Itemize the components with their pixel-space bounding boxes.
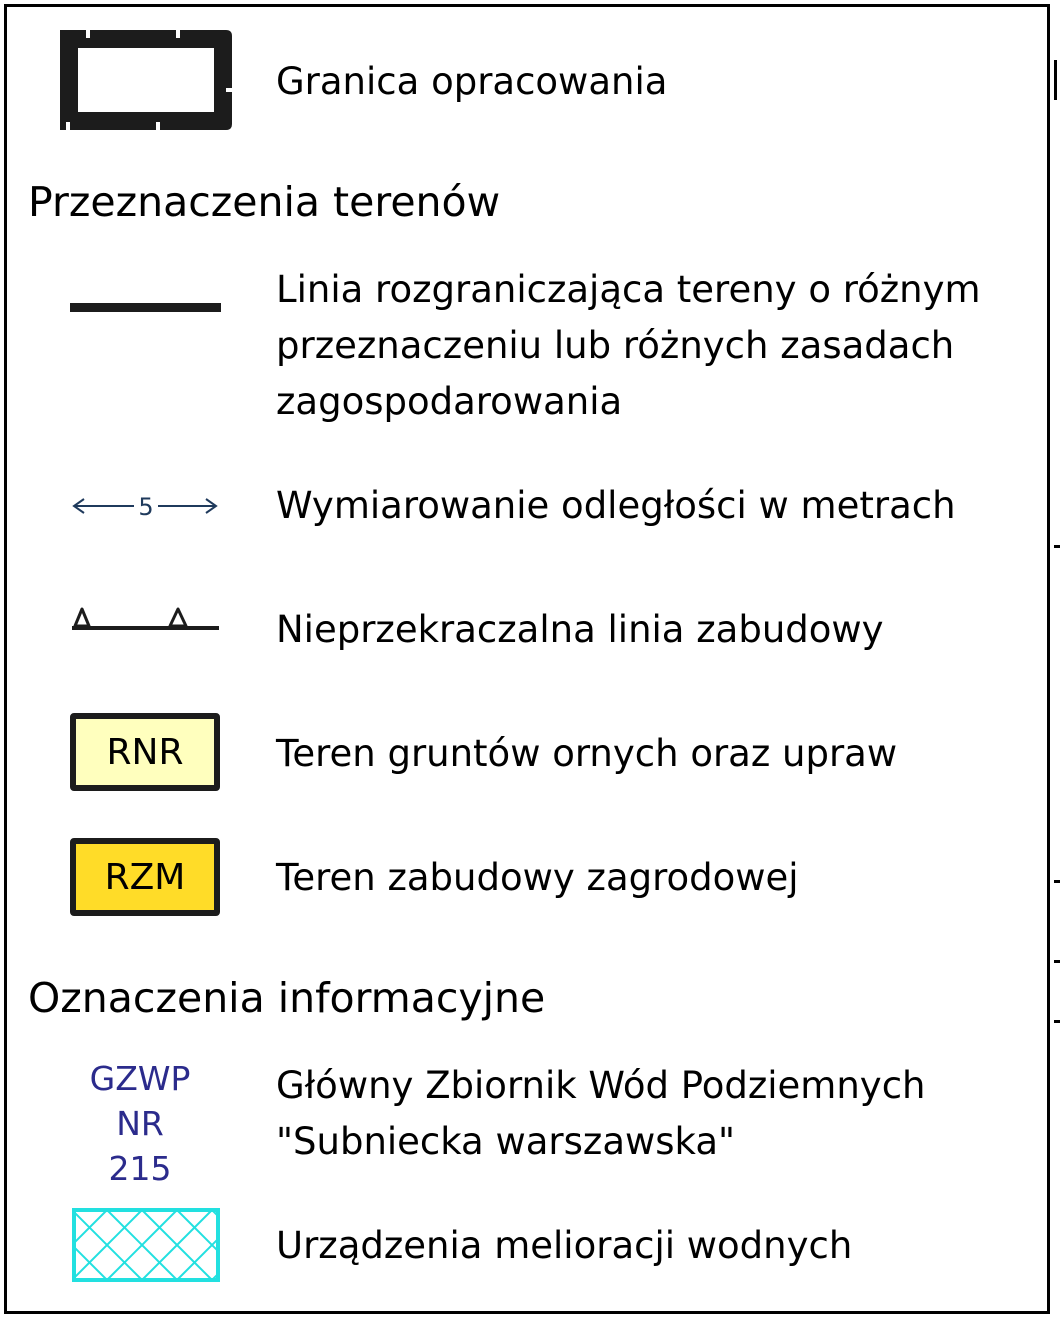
legend-label-building-line: Nieprzekraczalna linia zabudowy xyxy=(276,608,884,651)
section-heading-land-use: Przeznaczenia terenów xyxy=(28,178,501,226)
section-heading-information: Oznaczenia informacyjne xyxy=(28,974,546,1022)
zone-code-rzm: RZM xyxy=(70,838,220,916)
legend-label-dimension: Wymiarowanie odległości w metrach xyxy=(276,484,956,527)
building-line-icon xyxy=(70,600,222,634)
water-drainage-hatch-icon xyxy=(72,1208,220,1282)
gzwp-symbol: GZWP NR 215 xyxy=(89,1059,191,1188)
map-edge-fragment xyxy=(1054,960,1060,963)
map-edge-fragment xyxy=(1054,880,1060,883)
dimension-value: 5 xyxy=(138,493,154,521)
map-edge-fragment xyxy=(1054,545,1060,548)
legend-label-rnr: Teren gruntów ornych oraz upraw xyxy=(276,732,898,775)
boundary-line-icon xyxy=(70,300,222,316)
map-edge-fragment xyxy=(1054,60,1057,100)
map-edge-fragment xyxy=(1054,1020,1060,1023)
study-boundary-icon xyxy=(56,26,236,134)
legend-label-drainage: Urządzenia melioracji wodnych xyxy=(276,1224,853,1267)
legend-label-rzm: Teren zabudowy zagrodowej xyxy=(276,856,799,899)
legend-label-study-boundary: Granica opracowania xyxy=(276,60,668,103)
legend-label-boundary-line: Linia rozgraniczająca tereny o różnym przeznaczeniu lub różnych zasadach zagospodarowania xyxy=(276,268,981,423)
legend-label-gzwp: Główny Zbiornik Wód Podziemnych "Subniecka warszawska" xyxy=(276,1064,926,1163)
dimension-arrow-icon xyxy=(70,490,222,524)
zone-code-rnr: RNR xyxy=(70,713,220,791)
